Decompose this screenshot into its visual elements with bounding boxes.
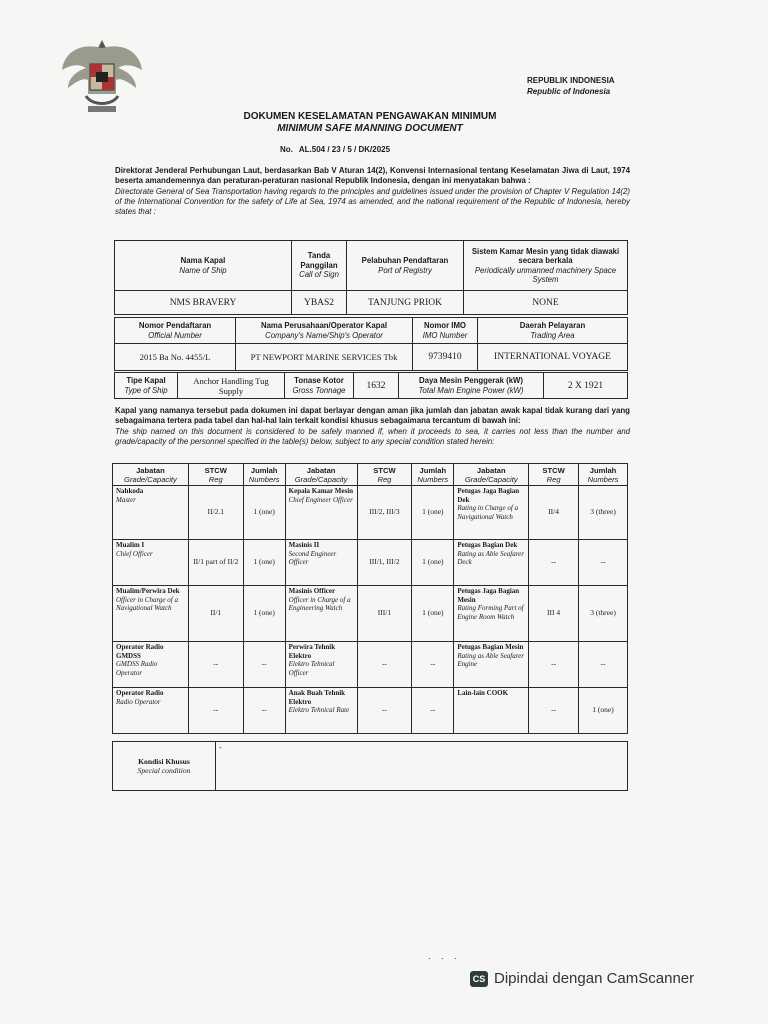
crew-reg: -- — [357, 688, 412, 734]
call-sign: YBAS2 — [292, 291, 347, 315]
crew-row — [113, 540, 628, 586]
numbers-header: Jumlah Numbers — [243, 464, 285, 486]
crew-job: Mualim I Chief Officer — [113, 540, 189, 586]
imo-number: 9739410 — [413, 344, 478, 371]
ship-type-table — [114, 372, 628, 399]
crew-job: Perwira Tehnik Elektro Elektro Tehnical Officer — [285, 642, 357, 688]
doc-no-label: No. — [280, 145, 293, 154]
crew-job: Anak Buah Tehnik Elektro Elektro Tehnical Rate — [285, 688, 357, 734]
country-id: REPUBLIK INDONESIA — [527, 76, 615, 85]
engine-power-header: Daya Mesin Penggerak (kW) Total Main Engine Power (kW) — [399, 373, 544, 399]
manning-id: Kapal yang namanya tersebut pada dokumen ini dapat berlayar dengan aman jika jumlah dan jabatan awak kapal tidak kurang dari yang sebagaimana tertera pada tabel dan hal-hal lain terkait kondisi khusus sebagaimana tercantum di bawah ini: — [115, 406, 630, 426]
crew-reg: III/1 — [357, 586, 412, 642]
crew-reg: III/1, III/2 — [357, 540, 412, 586]
special-condition-table — [112, 741, 628, 791]
crew-header-row — [113, 464, 628, 486]
country-en: Republic of Indonesia — [527, 87, 611, 96]
crew-reg: -- — [529, 688, 579, 734]
ship-type-header: Tipe Kapal Type of Ship — [115, 373, 178, 399]
call-sign-header: Tanda Panggilan Call of Sign — [292, 241, 347, 291]
job-header: Jabatan Grade/Capacity — [113, 464, 189, 486]
crew-reg: -- — [529, 642, 579, 688]
trading-area: INTERNATIONAL VOYAGE — [478, 344, 628, 371]
official-number: 2015 Ba No. 4455/L — [115, 344, 236, 371]
title-id: DOKUMEN KESELAMATAN PENGAWAKAN MINIMUM — [243, 111, 497, 122]
official-number-header: Nomor Pendaftaran Official Number — [115, 318, 236, 344]
imo-header: Nomor IMO IMO Number — [413, 318, 478, 344]
crew-row — [113, 486, 628, 540]
crew-num: -- — [412, 642, 454, 688]
camscanner-logo-icon: CS — [470, 971, 488, 987]
registration-table — [114, 317, 628, 371]
crew-reg: -- — [188, 642, 243, 688]
ship-identity-table — [114, 240, 628, 315]
crew-num: -- — [243, 688, 285, 734]
crew-num: 3 (three) — [579, 486, 628, 540]
crew-job: Mualim/Perwira Dek Officer in Charge of a Navigational Watch — [113, 586, 189, 642]
intro-id: Direktorat Jenderal Perhubungan Laut, berdasarkan Bab V Aturan 14(2), Konvensi Internasional tentang Keselamatan Jiwa di Laut, 1974 beserta amandemennya dan peraturan-peraturan nasional Republik Indonesia, dengan ini menyatakan bahwa : — [115, 166, 630, 186]
manning-en: The ship named on this document is considered to be safely manned if, when it proceeds to sea, it carries not less than the number and grade/capacity of the personnel specified in the table(s) below, subject to any special condition stated herein: — [115, 426, 630, 446]
crew-num: 1 (one) — [412, 486, 454, 540]
ship-name-header: Nama Kapal Name of Ship — [115, 241, 292, 291]
crew-job: Masinis II Second Engineer Officer — [285, 540, 357, 586]
crew-row — [113, 688, 628, 734]
manning-statement — [115, 406, 630, 447]
crew-num: 1 (one) — [579, 688, 628, 734]
document-number — [280, 144, 390, 154]
crew-job: Petugas Jaga Bagian Mesin Rating Forming Part of Engine Room Watch — [454, 586, 529, 642]
job-header: Jabatan Grade/Capacity — [285, 464, 357, 486]
ship-name: NMS BRAVERY — [115, 291, 292, 315]
crew-job: Operator Radio Radio Operator — [113, 688, 189, 734]
crew-reg: II/1 — [188, 586, 243, 642]
doc-no-value: AL.504 / 23 / 5 / DK/2025 — [298, 145, 391, 154]
gross-tonnage: 1632 — [354, 373, 399, 399]
country-label — [527, 75, 615, 97]
garuda-emblem-icon — [58, 34, 146, 122]
crew-reg: III/2, III/3 — [357, 486, 412, 540]
crew-num: -- — [579, 642, 628, 688]
camscanner-watermark — [470, 970, 694, 987]
crew-job: Lain-lain COOK — [454, 688, 529, 734]
crew-num: 1 (one) — [243, 586, 285, 642]
crew-row — [113, 586, 628, 642]
crew-num: 1 (one) — [243, 486, 285, 540]
crew-num: 1 (one) — [243, 540, 285, 586]
crew-num: 1 (one) — [412, 540, 454, 586]
crew-row — [113, 642, 628, 688]
scan-dots: . . . — [428, 951, 461, 961]
stcw-header: STCW Reg — [357, 464, 412, 486]
job-header: Jabatan Grade/Capacity — [454, 464, 529, 486]
crew-reg: -- — [357, 642, 412, 688]
special-condition-label: Kondisi Khusus Special condition — [113, 742, 216, 791]
ums-header: Sistem Kamar Mesin yang tidak diawaki secara berkala Periodically unmanned machinery Space System — [464, 241, 628, 291]
ship-type: Anchor Handling Tug Supply — [178, 373, 285, 399]
numbers-header: Jumlah Numbers — [412, 464, 454, 486]
crew-job: Petugas Bagian Mesin Rating as Able Seafarer Engine — [454, 642, 529, 688]
crew-table — [112, 463, 628, 734]
crew-job: Petugas Jaga Bagian Dek Rating in Charge of a Navigational Watch — [454, 486, 529, 540]
special-condition-value: - — [216, 742, 628, 791]
crew-job: Petugas Bagian Dek Rating as Able Seafarer Deck — [454, 540, 529, 586]
crew-reg: II/4 — [529, 486, 579, 540]
numbers-header: Jumlah Numbers — [579, 464, 628, 486]
engine-power: 2 X 1921 — [544, 373, 628, 399]
gross-tonnage-header: Tonase Kotor Gross Tonnage — [285, 373, 354, 399]
crew-reg: III 4 — [529, 586, 579, 642]
crew-job: Kepala Kamar Mesin Chief Engineer Officer — [285, 486, 357, 540]
crew-reg: -- — [188, 688, 243, 734]
port-header: Pelabuhan Pendaftaran Port of Registry — [347, 241, 464, 291]
ums-value: NONE — [464, 291, 628, 315]
stcw-header: STCW Reg — [188, 464, 243, 486]
crew-num: -- — [412, 688, 454, 734]
crew-job: Nahkoda Master — [113, 486, 189, 540]
crew-job: Operator Radio GMDSS GMDSS Radio Operator — [113, 642, 189, 688]
crew-job: Masinis Officer Officer in Charge of a Engineering Watch — [285, 586, 357, 642]
crew-num: 1 (one) — [412, 586, 454, 642]
crew-num: -- — [243, 642, 285, 688]
crew-reg: -- — [529, 540, 579, 586]
stcw-header: STCW Reg — [529, 464, 579, 486]
title-en: MINIMUM SAFE MANNING DOCUMENT — [277, 123, 463, 134]
crew-reg: II/2.1 — [188, 486, 243, 540]
company-header: Nama Perusahaan/Operator Kapal Company's Name/Ship's Operator — [236, 318, 413, 344]
trading-area-header: Daerah Pelayaran Trading Area — [478, 318, 628, 344]
camscanner-text: Dipindai dengan CamScanner — [494, 970, 695, 987]
company-name: PT NEWPORT MARINE SERVICES Tbk — [236, 344, 413, 371]
document-title — [0, 111, 740, 135]
port-of-registry: TANJUNG PRIOK — [347, 291, 464, 315]
intro-en: Directorate General of Sea Transportation having regards to the principles and guidelines issued under the provision of Chapter V Regulation 14(2) of the International Convention for the safety of Life at Sea, 1974 as amended, and the national requirement of the Republic of Indonesia, hereby states that : — [115, 186, 630, 217]
crew-num: -- — [579, 540, 628, 586]
intro-statement — [115, 166, 630, 217]
crew-num: 3 (three) — [579, 586, 628, 642]
crew-reg: II/1 part of II/2 — [188, 540, 243, 586]
